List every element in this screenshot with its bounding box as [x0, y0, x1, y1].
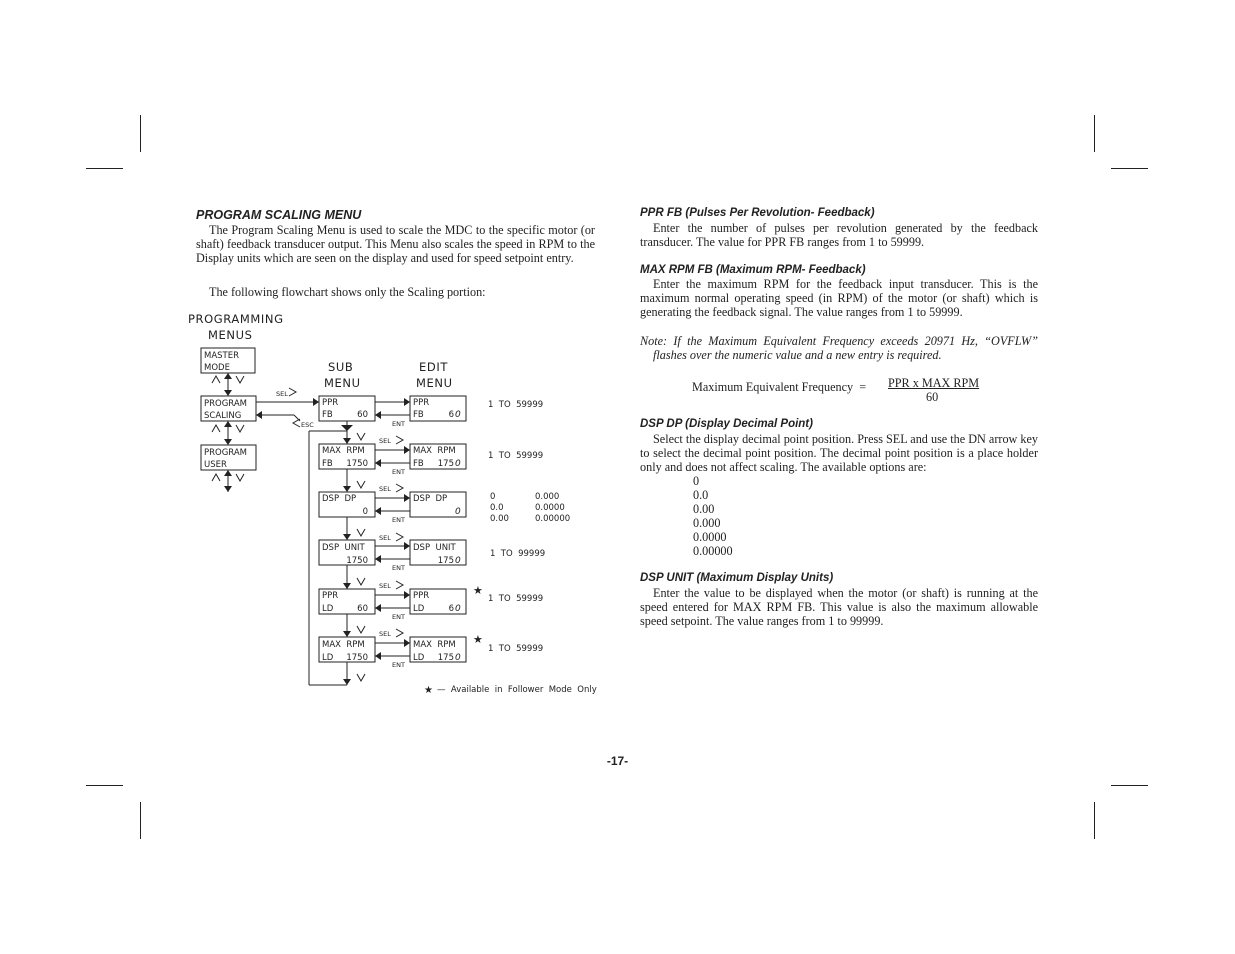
flow-note-text: The following flowchart shows only the Scaling portion: — [209, 285, 486, 299]
dp-option: 0.00000 — [535, 514, 571, 524]
menu-label: MODE — [204, 363, 230, 373]
page-number: -17- — [606, 754, 629, 768]
dp-option: 0.0000 — [535, 503, 565, 513]
sel-label: SEL — [379, 582, 391, 590]
sel-label: SEL — [276, 390, 288, 398]
dsp-dp-option: 0.0 — [693, 488, 709, 502]
sel-label: SEL — [379, 437, 391, 445]
sub-label: LD — [322, 604, 334, 614]
edit-value: 6 — [448, 604, 454, 614]
dsp-dp-paragraph — [640, 432, 1038, 474]
sub-label: DSP DP — [322, 494, 357, 504]
range-label: 1 TO 59999 — [488, 644, 544, 654]
dsp-dp-option: 0.00000 — [693, 544, 733, 558]
sub-label: FB — [322, 459, 333, 469]
dp-option: 0.0 — [490, 503, 504, 513]
edit-label: DSP DP — [413, 494, 448, 504]
dsp-dp-option: 0.0000 — [693, 530, 727, 544]
edit-label: DSP UNIT — [413, 543, 456, 553]
programming-title: PROGRAMMING — [188, 312, 284, 326]
sub-label: PPR — [322, 398, 339, 408]
ppr-fb-text: Enter the number of pulses per revolution generated by the feedback transducer. The value for PPR FB ranges from 1 to 59999. — [640, 221, 1038, 249]
sub-value: 0 — [362, 507, 368, 517]
star-icon: ★ — [473, 633, 483, 646]
ent-label: ENT — [392, 420, 405, 428]
edit-label: MAX RPM — [413, 640, 456, 650]
edit-label: LD — [413, 653, 425, 663]
max-rpm-fb-heading: MAX RPM FB (Maximum RPM- Feedback) — [640, 264, 866, 276]
edit-value: 175 — [437, 556, 454, 566]
sub-menu-title-2: MENU — [324, 376, 361, 390]
range-label: 1 TO 59999 — [488, 400, 544, 410]
range-label: 1 TO 59999 — [488, 594, 544, 604]
max-rpm-fb-paragraph — [640, 277, 1038, 319]
sub-value: 1750 — [346, 653, 368, 663]
dsp-dp-options — [693, 474, 733, 558]
edit-label: FB — [413, 459, 424, 469]
dsp-dp-heading: DSP DP (Display Decimal Point) — [640, 418, 813, 430]
sub-label: FB — [322, 410, 333, 420]
ppr-fb-paragraph — [640, 221, 1038, 249]
formula-denominator: 60 — [926, 390, 939, 404]
ppr-fb-heading: PPR FB (Pulses Per Revolution- Feedback) — [640, 207, 875, 219]
ovflw-note-text: Note: If the Maximum Equivalent Frequency exceeds 20971 Hz, “OVFLW” flashes over the numeric value and a new entry is required. — [640, 334, 1038, 362]
sub-value: 60 — [357, 604, 368, 614]
dsp-unit-heading: DSP UNIT (Maximum Display Units) — [640, 572, 834, 584]
sel-label: SEL — [379, 630, 391, 638]
edit-cursor-digit: 0 — [455, 604, 461, 614]
menu-label: PROGRAM — [204, 448, 248, 458]
sub-menu-title: SUB — [328, 360, 354, 374]
ent-label: ENT — [392, 564, 405, 572]
ent-label: ENT — [392, 468, 405, 476]
menu-label: MASTER — [204, 351, 240, 361]
edit-cursor-digit: 0 — [455, 653, 461, 663]
dsp-dp-option: 0.00 — [693, 502, 715, 516]
sub-label: PPR — [322, 591, 339, 601]
dp-option: 0 — [490, 492, 496, 502]
edit-value: 175 — [437, 459, 454, 469]
dsp-dp-text: Select the display decimal point position. Press SEL and use the DN arrow key to select the decimal point position. The decimal point position is a place holder only and does not affect scaling. The available options are: — [640, 432, 1038, 474]
dsp-dp-option: 0.000 — [693, 516, 721, 530]
sub-label: MAX RPM — [322, 446, 365, 456]
edit-label: PPR — [413, 591, 430, 601]
edit-menu-title: EDIT — [419, 360, 448, 374]
dsp-dp-option: 0 — [693, 474, 700, 488]
follower-footnote: — Available in Follower Mode Only — [437, 685, 597, 695]
range-label: 1 TO 59999 — [488, 451, 544, 461]
menu-label: PROGRAM — [204, 399, 248, 409]
dp-option: 0.000 — [535, 492, 560, 502]
menus-title: MENUS — [208, 328, 253, 342]
star-icon: ★ — [424, 685, 433, 696]
intro-text: The Program Scaling Menu is used to scale the MDC to the specific motor (or shaft) feedback transducer output. This Menu also scales the speed in RPM to the Display units which are seen on the display and used for speed setpoint entry. — [196, 223, 595, 265]
sub-value: 60 — [357, 410, 368, 420]
sub-value: 1750 — [346, 556, 368, 566]
edit-cursor-digit: 0 — [455, 556, 461, 566]
esc-label: ESC — [301, 421, 314, 429]
edit-label: PPR — [413, 398, 430, 408]
max-rpm-fb-text: Enter the maximum RPM for the feedback input transducer. This is the maximum normal operating speed (in RPM) of the motor (or shaft) which is generating the feedback signal. The value ranges from 1 to 59999. — [640, 277, 1038, 319]
edit-value: 6 — [448, 410, 454, 420]
sub-label: MAX RPM — [322, 640, 365, 650]
ovflw-note — [640, 334, 1038, 362]
sel-label: SEL — [379, 534, 391, 542]
edit-label: MAX RPM — [413, 446, 456, 456]
sel-label: SEL — [379, 485, 391, 493]
dp-option: 0.00 — [490, 514, 509, 524]
section-heading: PROGRAM SCALING MENU — [196, 208, 362, 222]
menu-label: USER — [204, 460, 227, 470]
edit-value: 175 — [437, 653, 454, 663]
edit-cursor-digit: 0 — [455, 410, 461, 420]
sub-label: DSP UNIT — [322, 543, 365, 553]
formula-numerator: PPR x MAX RPM — [888, 376, 980, 390]
ent-label: ENT — [392, 516, 405, 524]
dsp-unit-paragraph — [640, 586, 1038, 628]
star-icon: ★ — [473, 584, 483, 597]
edit-cursor-digit: 0 — [455, 459, 461, 469]
menu-label: SCALING — [204, 411, 242, 421]
sub-label: LD — [322, 653, 334, 663]
edit-cursor-digit: 0 — [455, 507, 461, 517]
edit-label: FB — [413, 410, 424, 420]
range-label: 1 TO 99999 — [490, 549, 546, 559]
dp-options — [490, 492, 570, 524]
formula-label: Maximum Equivalent Frequency = — [692, 380, 867, 394]
sub-value: 1750 — [346, 459, 368, 469]
edit-label: LD — [413, 604, 425, 614]
ent-label: ENT — [392, 613, 405, 621]
edit-menu-title-2: MENU — [416, 376, 453, 390]
dsp-unit-text: Enter the value to be displayed when the motor (or shaft) is running at the speed entered for MAX RPM FB. This value is also the maximum allowable speed setpoint. The value ranges from 1 to 99999. — [640, 586, 1038, 628]
ent-label: ENT — [392, 661, 405, 669]
